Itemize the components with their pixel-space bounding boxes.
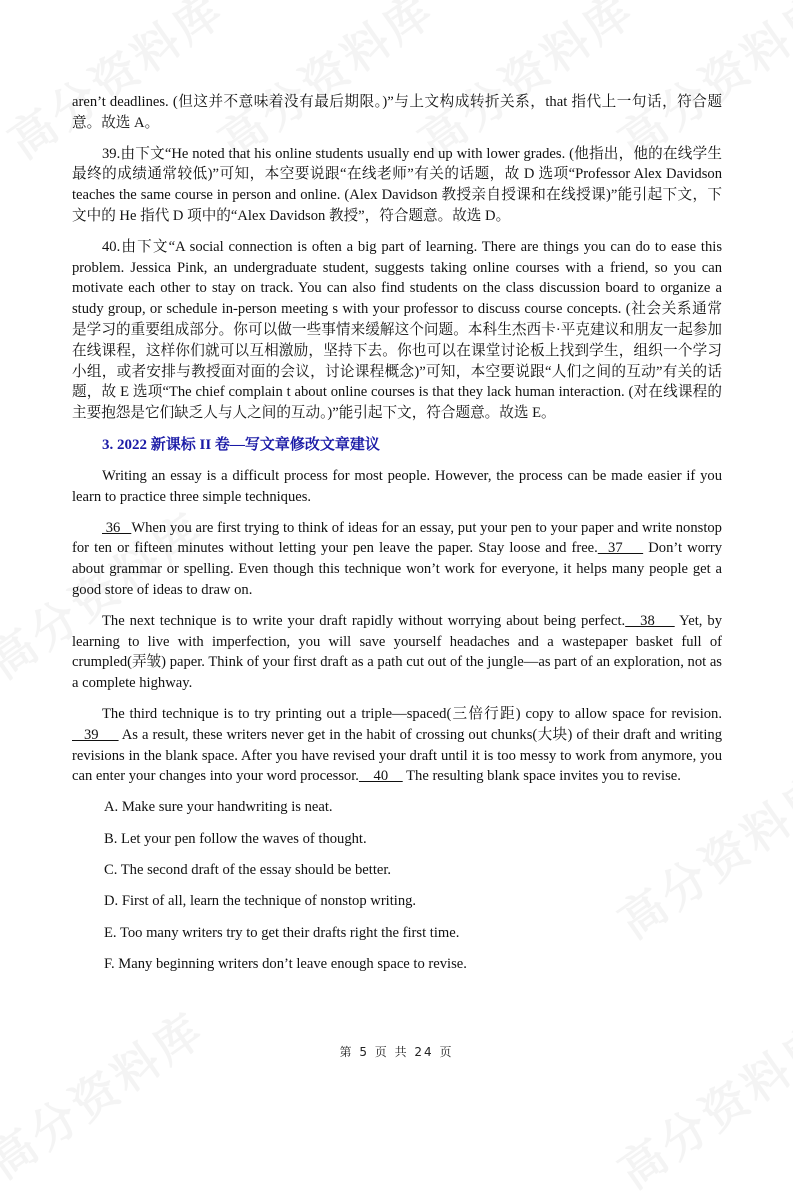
option-c: C. The second draft of the essay should be better. xyxy=(104,861,392,878)
watermark xyxy=(604,1004,793,1201)
blank-37: 37 xyxy=(597,540,644,557)
passage-paragraph-3: The third technique is to try printing out a triple—spaced(三倍行距) copy to allow space for revision. 39 As a result, these writers never get in the habit of crossing out chunks(大块) of their draft and writing revisions in the blank space. After you have revised your draft until it is too messy to work from anymore, you can enter your changes into your word processor. 40 The resulting blank space invites you to revise. xyxy=(72,705,723,785)
explanation-continuation: aren’t deadlines. (但这并不意味着没有最后期限。)”与上文构成转折关系，that 指代上一句话，符合题意。故选 A。 xyxy=(72,94,722,131)
option-f: F. Many beginning writers don’t leave enough space to revise. xyxy=(104,956,467,973)
passage-paragraph-1: 36 When you are first trying to think of ideas for an essay, put your pen to your paper and write nonstop for ten or fifteen minutes without letting your pen leave the paper. Stay loose and free. 37 Don’t worry about grammar or spelling. Even though this technique won’t work for everyone, it helps many people get a good store of ideas to draw on. xyxy=(72,519,723,598)
watermark xyxy=(0,994,216,1191)
passage-intro: Writing an essay is a difficult process for most people. However, the process can be made easier if you learn to practice three simple techniques. xyxy=(72,467,722,505)
blank-40: 40 xyxy=(358,768,403,785)
section-heading: 3. 2022 新课标 II 卷—写文章修改文章建议 xyxy=(102,436,380,453)
option-d: D. First of all, learn the technique of nonstop writing. xyxy=(104,893,417,910)
blank-36: 36 xyxy=(102,519,132,536)
explanation-q40: 40.由下文“A social connection is often a big part of learning. There are things you can do to ease this problem. Jessica Pink, an undergraduate student, suggests taking online courses with a friend, so you can motivate each other to stay on track. You can also find students on the class discussion board to organize a study group, or schedule in-person meeting s with your professor to discuss course concepts. (社会关系通常是学习的重要组成部分。你可以做一些事情来缓解这个问题。本科生杰西卡·平克建议和朋友一起参加在线课程，这样你们就可以互相激励，坚持下去。你也可以在课堂讨论板上找到学生，组织一个学习小组，或者安排与教授面对面的会议，讨论课程概念)”可知，本空要说跟“人们之间的互动”有关的话题，故 E 选项“The chief complain t about online courses is that they lack human interaction. (对在线课程的主要抱怨是它们缺乏人与人之间的互动。)”能引起下文，符合题意。故选 E。 xyxy=(72,238,722,422)
blank-39: 39 xyxy=(72,726,119,743)
answer-options xyxy=(104,797,722,975)
blank-38: 38 xyxy=(625,612,675,629)
option-a: A. Make sure your handwriting is neat. xyxy=(104,799,333,816)
page-number-footer: 第 5 页 共 24 页 xyxy=(339,1045,454,1059)
option-b: B. Let your pen follow the waves of thought. xyxy=(104,830,367,847)
document-page xyxy=(72,92,722,985)
option-e: E. Too many writers try to get their drafts right the first time. xyxy=(104,924,460,941)
passage-paragraph-2: The next technique is to write your draft rapidly without worrying about being perfect. 38 Yet, by learning to live with imperfection, you will save yourself headaches and a wastepaper basket full of crumpled(弄皱) paper. Think of your first draft as a path cut out of the jungle—as part of an exploration, not as a complete highway. xyxy=(72,612,722,692)
explanation-q39: 39.由下文“He noted that his online students usually end up with lower grades. (他指出，他的在线学生最终的成绩通常较低)”可知，本空要说跟“在线老师”有关的话题，故 D 选项“Professor Alex Davidson teaches the same course in person and online. (Alex Davidson 教授亲自授课和在线授课)”能引起下文，下文中的 He 指代 D 项中的“Alex Davidson 教授”，符合题意。故选 D。 xyxy=(72,145,722,224)
